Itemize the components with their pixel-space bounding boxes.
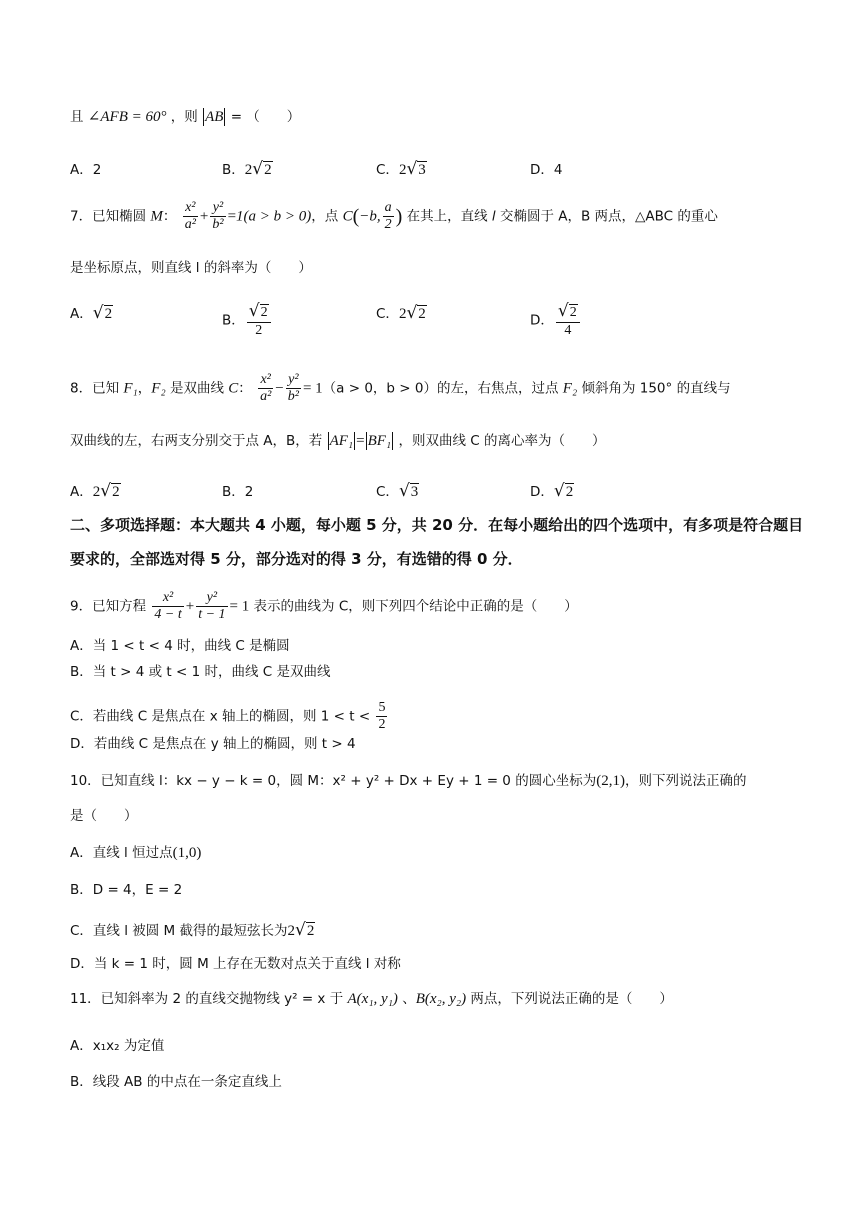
equals-one: = 1	[229, 598, 250, 615]
q7-option-c-label: C．	[376, 306, 399, 322]
q7-point-c: C	[342, 208, 353, 225]
abs-bar	[354, 432, 355, 450]
abs-bar-right	[224, 108, 225, 126]
q11-point-a: A(x₁, y₁)	[347, 991, 398, 1007]
frac-num: a	[383, 200, 394, 217]
q7-option-a[interactable]	[70, 302, 113, 323]
coef: 2	[92, 484, 101, 500]
q9-option-c-text: C．若曲线 C 是焦点在 x 轴上的椭圆，则 1 < t <	[70, 708, 375, 725]
q6-continuation	[70, 108, 300, 126]
frac-num: y²	[210, 200, 225, 217]
q8-text: 双曲线的左，右两支分别交于点 A，B，若	[70, 433, 323, 449]
q8-text: （a > 0，b > 0）的左，右焦点，过点	[322, 380, 563, 397]
seg-bf1: BF₁	[367, 433, 392, 449]
q6-option-d[interactable]: D．4	[530, 162, 563, 178]
frac-a-2	[383, 200, 394, 233]
q6-prefix: 且	[70, 109, 84, 125]
q10-option-a-text: A．直线 l 恒过点	[70, 845, 173, 861]
q6-options	[70, 158, 830, 198]
q6-ab: AB	[205, 109, 224, 125]
q10-text: 10．已知直线 l：kx − y − k = 0，圆 M：x² + y² + Dx + Ey + 1 = 0 的圆心坐标为	[70, 773, 597, 789]
q8-line1: 8．已知 F₁，F₂ 是双曲线 C： $\frac{\text{x²}}{\text{a²}}$ − $\frac{\text{y²}}{\text{b²}}$ = 1（a > 0，b > 0）的左，右焦点，过点 F₂ 倾斜角为 150° 的直线与	[70, 372, 731, 405]
q7-option-a-label: A．	[70, 306, 93, 322]
seg-af1: AF₁	[329, 433, 354, 449]
q10-line1	[70, 774, 746, 789]
sqrt-2: √2	[252, 159, 272, 179]
q7-line1: 7．已知椭圆 M： $\frac{\text{x²}}{\text{a²}}$ + $\frac{\text{y²}}{\text{b²}}$ =1(a > b > 0)，点 C(−b, $\frac{a}{2}$ ) 在其上，直线 l 交椭圆于 A，B 两点，△ABC 的重心	[70, 200, 718, 233]
q11-option-b[interactable]: B．线段 AB 的中点在一条定直线上	[70, 1074, 282, 1090]
frac-num: y²	[196, 590, 227, 607]
q7-option-d-label: D．	[530, 312, 554, 329]
q10-option-a[interactable]	[70, 846, 201, 861]
q8-number: 8．已知	[70, 380, 124, 397]
q7-number: 7．已知椭圆	[70, 208, 151, 225]
frac-num: √2	[247, 302, 271, 323]
q8-text: 倾斜角为 150° 的直线与	[577, 380, 731, 397]
sqrt-2: √2	[406, 303, 426, 323]
sqrt-2: √2	[553, 481, 574, 501]
frac-den: a²	[184, 217, 196, 233]
focus-f2: F₂	[562, 380, 578, 397]
q11-line1	[70, 992, 673, 1007]
q9-option-c[interactable]	[70, 700, 389, 733]
q8-option-b[interactable]: B．2	[222, 484, 254, 500]
q6-angle: ∠AFB = 60°	[87, 109, 167, 125]
q7-colon: ：	[162, 208, 177, 225]
q10-option-d[interactable]: D．当 k = 1 时，圆 M 上存在无数对点关于直线 l 对称	[70, 956, 401, 972]
q8-option-c[interactable]	[376, 480, 419, 501]
sqrt-2: √2	[295, 920, 315, 940]
frac-den: b²	[212, 217, 224, 233]
q7-option-b[interactable]	[222, 302, 273, 339]
q7-ellipse-name: M	[150, 208, 163, 225]
q7-option-b-label: B．	[222, 312, 245, 329]
q7-line-l: l	[491, 208, 496, 225]
q10-option-b[interactable]: B．D = 4，E = 2	[70, 882, 183, 898]
q7-text: ，点	[311, 208, 343, 225]
q10-text: ，则下列说法正确的	[624, 773, 747, 789]
q9-number: 9．已知方程	[70, 598, 147, 615]
q8-option-d[interactable]	[530, 480, 574, 501]
frac-x2-a2	[258, 372, 273, 405]
frac-sqrt2-2	[247, 302, 271, 339]
q8-text: 是双曲线	[165, 380, 229, 397]
q10-center: (2,1)	[596, 773, 625, 789]
frac-x2-4mt	[152, 590, 183, 623]
frac-y2-b2	[210, 200, 225, 233]
q7-coord: −b,	[359, 208, 381, 225]
frac-num: x²	[183, 200, 198, 217]
q6-option-b-label: B．	[222, 162, 245, 178]
q8-option-d-label: D．	[530, 484, 554, 500]
q9-option-b[interactable]: B．当 t > 4 或 t < 1 时，曲线 C 是双曲线	[70, 664, 331, 680]
abs-bar-left	[203, 108, 204, 126]
focus-f2: F₂	[151, 380, 166, 397]
frac-den: t − 1	[198, 607, 226, 623]
q9-option-a[interactable]: A．当 1 < t < 4 时，曲线 C 是椭圆	[70, 638, 290, 654]
frac-num: √2	[556, 302, 580, 323]
sqrt-2: √2	[92, 303, 113, 323]
q10-line2: 是（ ）	[70, 808, 138, 824]
q7-text: 在其上，直线	[402, 208, 492, 225]
abs-bar	[366, 432, 367, 450]
q6-mid: ，则	[170, 109, 198, 125]
q6-option-c[interactable]	[376, 158, 427, 179]
q6-suffix: = （ ）	[230, 109, 301, 125]
q11-point-b: B(x₂, y₂)	[415, 991, 467, 1007]
q11-option-a[interactable]: A．x₁x₂ 为定值	[70, 1038, 165, 1054]
frac-den: 4	[564, 322, 572, 338]
frac-sqrt2-4	[556, 302, 580, 339]
q6-option-c-label: C．	[376, 162, 399, 178]
q10-option-c-text: C．直线 l 被圆 M 截得的最短弦长为	[70, 923, 288, 939]
frac-num: y²	[286, 372, 301, 389]
frac-den: 4 − t	[154, 607, 182, 623]
q8-option-a-label: A．	[70, 484, 93, 500]
coef: 2	[398, 306, 407, 322]
q8-colon: ：	[238, 380, 252, 397]
q7-option-d[interactable]	[530, 302, 582, 339]
section-2-heading: 二、多项选择题：本大题共 4 小题，每小题 5 分，共 20 分．在每小题给出的四个选项中，有多项是符合题目要求的，全部选对得 5 分，部分选对的得 3 分，有选错的得 0 分．	[70, 516, 804, 568]
coef: 2	[398, 162, 407, 178]
q10-option-c[interactable]	[70, 922, 315, 939]
q6-option-a[interactable]: A．2	[70, 162, 102, 178]
q7-options	[70, 302, 830, 342]
frac-num: x²	[258, 372, 273, 389]
q9-stem: 9．已知方程 $\frac{\text{x²}}{4 - t}$ + $\frac{\text{y²}}{t - 1}$ = 1 表示的曲线为 C，则下列四个结论中正确的是（ ）	[70, 590, 578, 623]
q7-text: 交椭圆于	[495, 208, 559, 225]
sqrt-2: √2	[100, 481, 120, 501]
frac-den: a²	[260, 389, 272, 405]
q7-condition: 1(a > b > 0)	[236, 208, 312, 225]
q8-text: ，则双曲线 C 的离心率为（ ）	[398, 433, 606, 449]
frac-y2-b2	[286, 372, 301, 405]
coef: 2	[287, 923, 295, 939]
sqrt-3: √3	[398, 481, 419, 501]
frac-den: 2	[255, 322, 263, 338]
q6-option-b[interactable]	[222, 158, 273, 179]
q7-text: A，B 两点，△ABC 的重心	[558, 208, 718, 225]
q10-point: (1,0)	[172, 845, 202, 861]
q8-line2	[70, 432, 605, 450]
q7-line2: 是坐标原点，则直线 l 的斜率为（ ）	[70, 260, 312, 276]
frac-num: x²	[152, 590, 183, 607]
q8-option-a[interactable]	[70, 480, 121, 501]
frac-den: 2	[384, 217, 392, 233]
equals-one: = 1	[302, 380, 323, 397]
frac-y2-tm1	[196, 590, 227, 623]
coef: 2	[244, 162, 253, 178]
frac-den: b²	[287, 389, 299, 405]
q11-sep: 、	[397, 991, 416, 1007]
abs-bar	[392, 432, 393, 450]
frac-x2-a2	[183, 200, 198, 233]
q7-option-c[interactable]	[376, 302, 427, 323]
q9-text: 表示的曲线为 C，则下列四个结论中正确的是（ ）	[249, 598, 578, 615]
frac-den: 2	[378, 717, 386, 733]
sqrt-3: √3	[406, 159, 426, 179]
equals: =	[356, 433, 365, 449]
frac-5-2	[376, 700, 387, 733]
focus-f1: F₁	[123, 380, 138, 397]
abs-bar	[328, 432, 329, 450]
q8-option-c-label: C．	[376, 484, 399, 500]
q8-curve-c: C	[228, 380, 239, 397]
frac-num: 5	[376, 700, 387, 717]
q9-option-d[interactable]: D．若曲线 C 是焦点在 y 轴上的椭圆，则 t > 4	[70, 736, 356, 752]
q11-text: 11．已知斜率为 2 的直线交抛物线 y² = x 于	[70, 991, 348, 1007]
q11-text: 两点，下列说法正确的是（ ）	[466, 991, 673, 1007]
